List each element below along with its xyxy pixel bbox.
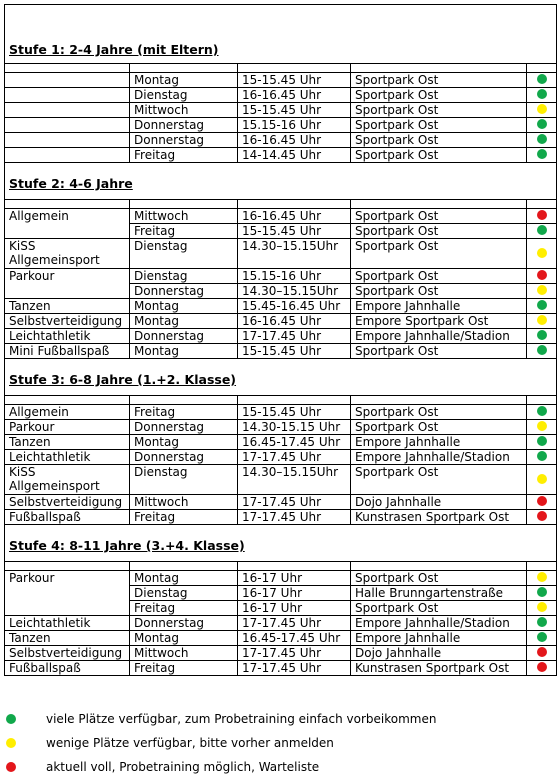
- schedule-row: [5, 586, 557, 601]
- status-cell: [527, 495, 557, 510]
- time-cell: 16.45-17.45 Uhr: [238, 435, 351, 450]
- schedule-row: [5, 314, 557, 329]
- status-cell: [527, 616, 557, 631]
- time-cell: 16-17 Uhr: [238, 586, 351, 601]
- section-heading-row: [5, 163, 557, 200]
- time-cell: 15-15.45 Uhr: [238, 73, 351, 88]
- time-cell: 14-14.45 Uhr: [238, 148, 351, 163]
- yellow-status-dot-icon: [537, 572, 547, 582]
- green-legend-dot-icon: [6, 714, 16, 724]
- status-cell: [527, 586, 557, 601]
- day-cell: Montag: [130, 73, 238, 88]
- activity-cell: Parkour: [5, 571, 130, 586]
- day-cell: Donnerstag: [130, 133, 238, 148]
- schedule-row: [5, 661, 557, 676]
- status-cell: [527, 344, 557, 359]
- day-cell: Freitag: [130, 148, 238, 163]
- place-cell: Sportpark Ost: [351, 405, 527, 420]
- day-cell: Mittwoch: [130, 209, 238, 224]
- time-cell: 16-16.45 Uhr: [238, 133, 351, 148]
- activity-cell: Allgemein: [5, 405, 130, 420]
- schedule-table: [4, 4, 557, 676]
- activity-cell: Selbstverteidigung: [5, 646, 130, 661]
- status-cell: [527, 133, 557, 148]
- activity-cell: [5, 601, 130, 616]
- time-cell: 16-16.45 Uhr: [238, 209, 351, 224]
- schedule-row: [5, 299, 557, 314]
- schedule-row: [5, 284, 557, 299]
- status-cell: [527, 148, 557, 163]
- place-cell: Sportpark Ost: [351, 239, 527, 269]
- green-status-dot-icon: [537, 617, 547, 627]
- day-cell: Freitag: [130, 224, 238, 239]
- status-cell: [527, 435, 557, 450]
- schedule-row: [5, 118, 557, 133]
- schedule-row: [5, 269, 557, 284]
- activity-cell: [5, 73, 130, 88]
- section-spacer: [5, 64, 557, 73]
- status-cell: [527, 118, 557, 133]
- time-cell: 15-15.45 Uhr: [238, 224, 351, 239]
- place-cell: Sportpark Ost: [351, 224, 527, 239]
- place-cell: Sportpark Ost: [351, 88, 527, 103]
- schedule-row: [5, 495, 557, 510]
- legend-item: [6, 736, 546, 760]
- place-cell: Sportpark Ost: [351, 209, 527, 224]
- green-status-dot-icon: [537, 436, 547, 446]
- schedule-row: [5, 405, 557, 420]
- schedule-row: [5, 435, 557, 450]
- day-cell: Freitag: [130, 510, 238, 525]
- time-cell: 15-15.45 Uhr: [238, 103, 351, 118]
- legend-text: viele Plätze verfügbar, zum Probetraining einfach vorbeikommen: [46, 712, 437, 726]
- time-cell: 14.30–15.15Uhr: [238, 284, 351, 299]
- day-cell: Donnerstag: [130, 118, 238, 133]
- activity-cell: Fußballspaß: [5, 510, 130, 525]
- time-cell: 16-17 Uhr: [238, 571, 351, 586]
- status-cell: [527, 646, 557, 661]
- status-cell: [527, 269, 557, 284]
- place-cell: Sportpark Ost: [351, 601, 527, 616]
- legend-item: [6, 760, 546, 784]
- schedule-row: [5, 224, 557, 239]
- activity-cell: Tanzen: [5, 631, 130, 646]
- day-cell: Dienstag: [130, 88, 238, 103]
- section-title: Stufe 3: 6-8 Jahre (1.+2. Klasse): [9, 372, 237, 387]
- place-cell: Empore Jahnhalle: [351, 631, 527, 646]
- section-heading-row: [5, 525, 557, 562]
- place-cell: Empore Jahnhalle: [351, 435, 527, 450]
- schedule-row: [5, 329, 557, 344]
- green-status-dot-icon: [537, 632, 547, 642]
- schedule-row: [5, 344, 557, 359]
- yellow-legend-dot-icon: [6, 738, 16, 748]
- yellow-status-dot-icon: [537, 248, 547, 258]
- time-cell: 14.30-15.15 Uhr: [238, 420, 351, 435]
- time-cell: 15-15.45 Uhr: [238, 405, 351, 420]
- green-status-dot-icon: [537, 451, 547, 461]
- time-cell: 17-17.45 Uhr: [238, 495, 351, 510]
- day-cell: Montag: [130, 299, 238, 314]
- day-cell: Montag: [130, 571, 238, 586]
- day-cell: Montag: [130, 631, 238, 646]
- section-spacer: [5, 562, 557, 571]
- green-status-dot-icon: [537, 149, 547, 159]
- schedule-row: [5, 631, 557, 646]
- day-cell: Dienstag: [130, 269, 238, 284]
- time-cell: 14.30–15.15Uhr: [238, 465, 351, 495]
- activity-cell: [5, 284, 130, 299]
- place-cell: Empore Sportpark Ost: [351, 314, 527, 329]
- red-legend-dot-icon: [6, 762, 16, 772]
- section-spacer: [5, 396, 557, 405]
- activity-cell: [5, 224, 130, 239]
- activity-cell: Selbstverteidigung: [5, 314, 130, 329]
- green-status-dot-icon: [537, 74, 547, 84]
- day-cell: Dienstag: [130, 239, 238, 269]
- schedule-sheet: [4, 4, 556, 676]
- green-status-dot-icon: [537, 587, 547, 597]
- day-cell: Montag: [130, 435, 238, 450]
- place-cell: Sportpark Ost: [351, 465, 527, 495]
- place-cell: Empore Jahnhalle: [351, 299, 527, 314]
- place-cell: Sportpark Ost: [351, 284, 527, 299]
- section-heading-row: [5, 359, 557, 396]
- activity-cell: KiSS Allgemeinsport: [5, 465, 130, 495]
- green-status-dot-icon: [537, 300, 547, 310]
- status-cell: [527, 224, 557, 239]
- place-cell: Kunstrasen Sportpark Ost: [351, 661, 527, 676]
- time-cell: 15-15.45 Uhr: [238, 344, 351, 359]
- status-cell: [527, 631, 557, 646]
- status-cell: [527, 405, 557, 420]
- activity-cell: [5, 103, 130, 118]
- day-cell: Donnerstag: [130, 329, 238, 344]
- place-cell: Sportpark Ost: [351, 133, 527, 148]
- red-status-dot-icon: [537, 647, 547, 657]
- time-cell: 17-17.45 Uhr: [238, 450, 351, 465]
- activity-cell: Parkour: [5, 269, 130, 284]
- activity-cell: Leichtathletik: [5, 616, 130, 631]
- green-status-dot-icon: [537, 330, 547, 340]
- schedule-row: [5, 616, 557, 631]
- time-cell: 17-17.45 Uhr: [238, 616, 351, 631]
- status-cell: [527, 571, 557, 586]
- schedule-row: [5, 450, 557, 465]
- place-cell: Sportpark Ost: [351, 269, 527, 284]
- green-status-dot-icon: [537, 225, 547, 235]
- section-title: Stufe 4: 8-11 Jahre (3.+4. Klasse): [9, 538, 245, 553]
- status-cell: [527, 465, 557, 495]
- schedule-row: [5, 103, 557, 118]
- day-cell: Freitag: [130, 661, 238, 676]
- place-cell: Kunstrasen Sportpark Ost: [351, 510, 527, 525]
- status-cell: [527, 420, 557, 435]
- place-cell: Halle Brunngartenstraße: [351, 586, 527, 601]
- place-cell: Sportpark Ost: [351, 118, 527, 133]
- place-cell: Empore Jahnhalle/Stadion: [351, 616, 527, 631]
- status-cell: [527, 209, 557, 224]
- activity-cell: Leichtathletik: [5, 329, 130, 344]
- legend-text: aktuell voll, Probetraining möglich, Warteliste: [46, 760, 320, 774]
- status-cell: [527, 73, 557, 88]
- place-cell: Sportpark Ost: [351, 571, 527, 586]
- activity-cell: Mini Fußballspaß: [5, 344, 130, 359]
- status-cell: [527, 450, 557, 465]
- day-cell: Donnerstag: [130, 420, 238, 435]
- activity-cell: Tanzen: [5, 299, 130, 314]
- yellow-status-dot-icon: [537, 602, 547, 612]
- day-cell: Mittwoch: [130, 646, 238, 661]
- section-title: Stufe 1: 2-4 Jahre (mit Eltern): [9, 42, 219, 57]
- legend-text: wenige Plätze verfügbar, bitte vorher anmelden: [46, 736, 334, 750]
- schedule-row: [5, 88, 557, 103]
- day-cell: Freitag: [130, 405, 238, 420]
- status-legend: [6, 712, 546, 784]
- schedule-row: [5, 148, 557, 163]
- schedule-row: [5, 465, 557, 495]
- place-cell: Sportpark Ost: [351, 420, 527, 435]
- time-cell: 16-16.45 Uhr: [238, 88, 351, 103]
- time-cell: 17-17.45 Uhr: [238, 661, 351, 676]
- green-status-dot-icon: [537, 89, 547, 99]
- yellow-status-dot-icon: [537, 474, 547, 484]
- activity-cell: Fußballspaß: [5, 661, 130, 676]
- day-cell: Donnerstag: [130, 284, 238, 299]
- activity-cell: [5, 118, 130, 133]
- green-status-dot-icon: [537, 134, 547, 144]
- red-status-dot-icon: [537, 511, 547, 521]
- time-cell: 14.30–15.15Uhr: [238, 239, 351, 269]
- activity-cell: [5, 88, 130, 103]
- section-heading-row: [5, 5, 557, 64]
- time-cell: 16-16.45 Uhr: [238, 314, 351, 329]
- section-title: Stufe 2: 4-6 Jahre: [9, 176, 133, 191]
- time-cell: 15.45-16.45 Uhr: [238, 299, 351, 314]
- time-cell: 17-17.45 Uhr: [238, 646, 351, 661]
- time-cell: 17-17.45 Uhr: [238, 510, 351, 525]
- activity-cell: Parkour: [5, 420, 130, 435]
- activity-cell: Leichtathletik: [5, 450, 130, 465]
- day-cell: Montag: [130, 314, 238, 329]
- place-cell: Sportpark Ost: [351, 344, 527, 359]
- status-cell: [527, 510, 557, 525]
- schedule-row: [5, 571, 557, 586]
- green-status-dot-icon: [537, 406, 547, 416]
- day-cell: Montag: [130, 344, 238, 359]
- activity-cell: Allgemein: [5, 209, 130, 224]
- section-spacer: [5, 200, 557, 209]
- day-cell: Freitag: [130, 601, 238, 616]
- day-cell: Dienstag: [130, 586, 238, 601]
- schedule-row: [5, 239, 557, 269]
- activity-cell: [5, 148, 130, 163]
- yellow-status-dot-icon: [537, 285, 547, 295]
- status-cell: [527, 661, 557, 676]
- status-cell: [527, 299, 557, 314]
- status-cell: [527, 314, 557, 329]
- red-status-dot-icon: [537, 496, 547, 506]
- green-status-dot-icon: [537, 119, 547, 129]
- place-cell: Sportpark Ost: [351, 148, 527, 163]
- day-cell: Mittwoch: [130, 103, 238, 118]
- activity-cell: [5, 586, 130, 601]
- schedule-row: [5, 510, 557, 525]
- time-cell: 15.15-16 Uhr: [238, 118, 351, 133]
- activity-cell: Tanzen: [5, 435, 130, 450]
- status-cell: [527, 239, 557, 269]
- activity-cell: [5, 133, 130, 148]
- time-cell: 16-17 Uhr: [238, 601, 351, 616]
- day-cell: Dienstag: [130, 465, 238, 495]
- day-cell: Donnerstag: [130, 450, 238, 465]
- legend-item: [6, 712, 546, 736]
- place-cell: Dojo Jahnhalle: [351, 646, 527, 661]
- status-cell: [527, 284, 557, 299]
- schedule-row: [5, 73, 557, 88]
- activity-cell: KiSS Allgemeinsport: [5, 239, 130, 269]
- yellow-status-dot-icon: [537, 315, 547, 325]
- schedule-row: [5, 601, 557, 616]
- place-cell: Sportpark Ost: [351, 73, 527, 88]
- status-cell: [527, 88, 557, 103]
- status-cell: [527, 329, 557, 344]
- time-cell: 15.15-16 Uhr: [238, 269, 351, 284]
- day-cell: Mittwoch: [130, 495, 238, 510]
- schedule-row: [5, 420, 557, 435]
- place-cell: Empore Jahnhalle/Stadion: [351, 450, 527, 465]
- schedule-row: [5, 646, 557, 661]
- place-cell: Empore Jahnhalle/Stadion: [351, 329, 527, 344]
- activity-cell: Selbstverteidigung: [5, 495, 130, 510]
- time-cell: 17-17.45 Uhr: [238, 329, 351, 344]
- yellow-status-dot-icon: [537, 104, 547, 114]
- place-cell: Dojo Jahnhalle: [351, 495, 527, 510]
- status-cell: [527, 601, 557, 616]
- schedule-row: [5, 133, 557, 148]
- yellow-status-dot-icon: [537, 421, 547, 431]
- place-cell: Sportpark Ost: [351, 103, 527, 118]
- status-cell: [527, 103, 557, 118]
- red-status-dot-icon: [537, 662, 547, 672]
- time-cell: 16.45-17.45 Uhr: [238, 631, 351, 646]
- schedule-row: [5, 209, 557, 224]
- green-status-dot-icon: [537, 345, 547, 355]
- day-cell: Donnerstag: [130, 616, 238, 631]
- red-status-dot-icon: [537, 270, 547, 280]
- red-status-dot-icon: [537, 210, 547, 220]
